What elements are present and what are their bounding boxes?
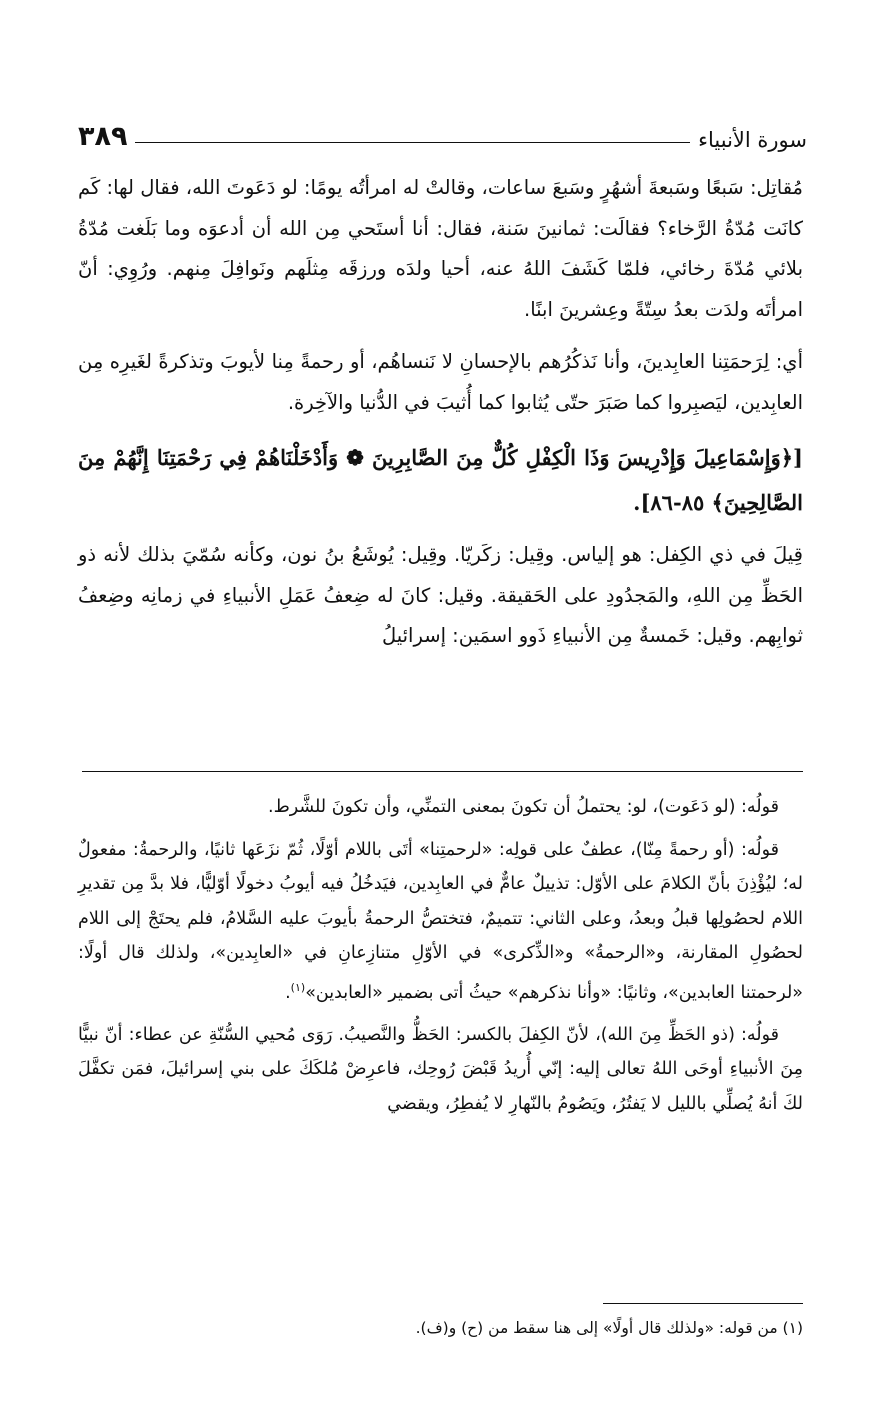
running-header xyxy=(78,112,807,152)
main-paragraph-2: أي: لِرَحمَتِنا العابِدينَ، وأنا نَذكُرُهم بالإحسانِ لا نَنساهُم، أو رحمةً مِنا لأيوبَ وتذكرةً لغَيرِه مِن العابِدين، ليَصبِروا كما صَبَرَ حتّى يُثابوا كما أُثيبَ في الدُّنيا والآخِرة. xyxy=(78,350,803,414)
main-paragraph-1: مُقاتِل: سَبعًا وسَبعةَ أشهُرٍ وسَبعَ ساعات، وقالتْ له امرأتُه يومًا: لو دَعَوتَ الله، فقال لها: كَم كانَت مُدّةُ الرَّخاء؟ فقالَت: ثمانينَ سَنة، فقال: أنا أستَحي مِن الله أن أدعوَه وما بَلَغت مُدّةُ بلائي مُدّةَ رخائي، فلمّا كَشَفَ اللهُ عنه، أحيا ولدَه ورزقَه مِثلَهم ونَوافِلَ مِنهم. ورُوِي: أنّ امرأتَه ولدَت بعدُ سِتّةً وعِشرينَ ابنًا. xyxy=(78,176,803,321)
commentary-divider xyxy=(82,771,803,772)
main-text xyxy=(78,168,803,669)
page-number: ٣٨٩ xyxy=(78,121,128,152)
footnote-reference: (١) xyxy=(290,980,306,994)
quran-verse: [﴿وَإِسْمَاعِيلَ وَإِدْرِيسَ وَذَا الْكِفْلِ كُلٌّ مِنَ الصَّابِرِينَ ❁ وَأَدْخَلْنَاهُمْ فِي رَحْمَتِنَا إِنَّهُمْ مِنَ الصَّالِحِينَ﴾ ٨٥-٨٦]. xyxy=(78,445,803,515)
surah-title: سورة الأنبياء xyxy=(698,128,807,152)
commentary-paragraph-3: قولُه: (ذو الحَظِّ مِنَ الله)، لأنّ الكِفلَ بالكسر: الحَظُّ والنَّصيبُ. رَوَى مُحيي السُّنّةِ عن عطاء: أنّ نبيًّا مِنَ الأنبياءِ أوحَى اللهُ تعالى إليه: إنّي أُريدُ قَبْضَ رُوحِك، فاعرِضْ مُلكَكَ على بني إسرائيلَ، فمَن تكفَّلَ لكَ أنهُ يُصلِّي بالليل لا يَفتُرُ، ويَصُومُ بالنّهارِ لا يُفطِرُ، ويقضي xyxy=(78,1024,803,1114)
footnote: (١) من قوله: «ولذلك قال أولًا» إلى هنا سقط من (ح) و(ف). xyxy=(415,1319,803,1337)
main-paragraph-3: قِيلَ في ذي الكِفل: هو إلياس. وقِيل: زكَريّا. وقِيل: يُوشَعُ بنُ نون، وكأنه سُمّيَ بذلك لأنه ذو الحَظِّ مِن اللهِ، والمَجدُودِ على الحَقيقة. وقيل: كانَ له ضِعفُ عَمَلِ الأنبياءِ في زمانِه وضِعفُ ثوابِهم. وقيل: خَمسةٌ مِن الأنبياءِ ذَوو اسمَين: إسرائيلُ xyxy=(78,543,803,647)
commentary xyxy=(78,790,803,1129)
commentary-paragraph-1: قولُه: (لو دَعَوت)، لو: يحتملُ أن تكونَ بمعنى التمنِّي، وأن تكونَ للشَّرط. xyxy=(268,797,779,817)
header-rule xyxy=(135,142,690,143)
commentary-paragraph-2-end: . xyxy=(285,982,291,1003)
footnote-divider xyxy=(603,1303,803,1304)
commentary-paragraph-2 xyxy=(78,833,803,1010)
commentary-paragraph-2-text: قولُه: (أو رحمةً مِنّا)، عطفٌ على قولِه: «لرحمتِنا» أتَى باللام أوّلًا، ثُمّ نزَعَها ثانيًا، والرحمةُ: مفعولٌ له؛ ليُؤْذِنَ بأنّ الكلامَ على الأوّل: تذييلٌ عامٌّ في العابِدين، فيَدخُلُ فيه أيوبُ دخولًا أوّليًّا، فلا بدَّ مِن تقديرِ اللام لحصُولِها قبلُ وبعدُ، وعلى الثاني: تتميمٌ، فتختصُّ الرحمةُ بأيوبَ عليه السَّلامُ، فلم يحتَجْ إلى اللام لحصُولِ المقارنة، و«الرحمةُ» و«الذِّكرى» في الأوّلِ متنازِعانِ في «العابِدين»، ولذلك قال أولًا: «لرحمتنا العابدين»، وثانيًا: «وأنا نذكرهم» حيثُ أتى بضمير «العابدين» xyxy=(78,839,803,1003)
